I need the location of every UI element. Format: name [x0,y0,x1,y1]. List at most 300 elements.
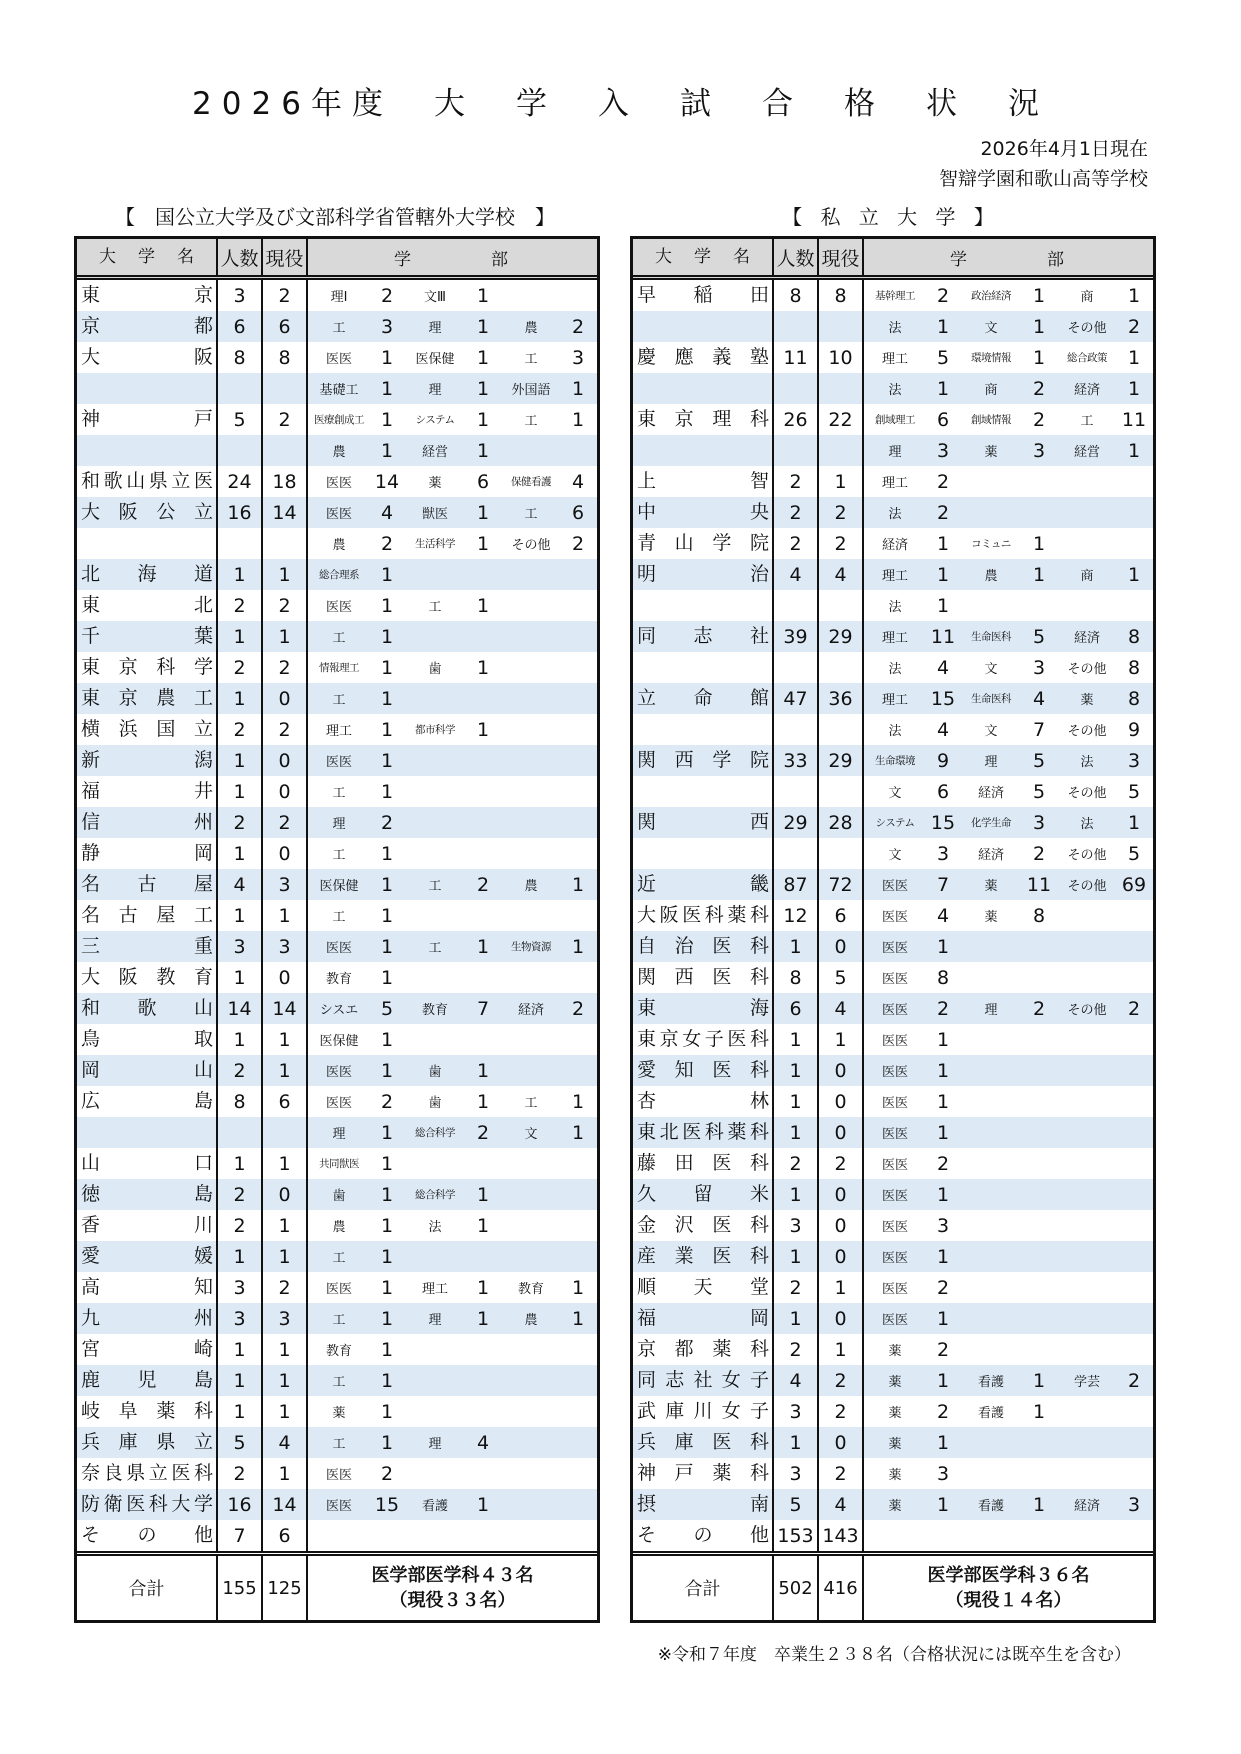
faculty-name: 工 [524,1096,538,1111]
faculty-count [562,745,594,776]
current-student-count: 29 [819,621,864,652]
faculty-name: コミュニ [971,538,1011,550]
faculty-name [1056,1241,1118,1272]
header-count: 人数 [218,239,263,275]
table-row [77,1272,597,1303]
table-row [633,1086,1153,1117]
university-name: 大阪 [77,342,218,373]
faculty-name: その他 [1067,879,1107,894]
faculty-count: 1 [936,1369,950,1392]
current-student-count [819,714,864,745]
faculty-name [500,1427,562,1458]
faculty-name [404,683,466,714]
faculty-name: 経済 [1073,383,1100,398]
faculty-count: 5 [936,346,950,369]
faculty-name: 医保健 [415,352,455,367]
faculty-count: 1 [1032,315,1046,338]
faculty-name: 工 [332,1251,346,1266]
table-header [77,239,597,280]
faculty-name: 生活科学 [415,538,455,550]
faculty-name [500,652,562,683]
current-student-count: 14 [263,1489,308,1520]
faculty-name: 理 [428,383,442,398]
faculty-count [1022,1272,1056,1303]
faculty-name: 薬 [984,910,998,925]
total-count: 502 [774,1556,819,1620]
university-name: 立命館 [633,683,774,714]
faculty-name [404,776,466,807]
current-student-count [819,652,864,683]
faculty-count [370,1520,404,1551]
faculty-name [1056,1148,1118,1179]
table-row [77,590,597,621]
faculty-count [562,1365,594,1396]
faculty-name: 歯 [428,662,442,677]
admitted-count: 1 [218,962,263,993]
national-section-title: 【 国公立大学及び文部科学省管轄外大学校 】 [115,205,555,229]
admitted-count: 1 [218,559,263,590]
faculty-count: 1 [380,1183,394,1206]
current-student-count: 1 [263,1334,308,1365]
faculty-count: 2 [380,532,394,555]
current-student-count: 1 [263,1241,308,1272]
faculty-count [1022,1117,1056,1148]
faculty-name: 理工 [881,631,908,646]
faculty-count: 1 [380,935,394,958]
admitted-count: 1 [774,1055,819,1086]
university-name: 早稲田 [633,280,774,311]
university-name: 京都薬科 [633,1334,774,1365]
faculty-count: 2 [936,1152,950,1175]
admitted-count: 26 [774,404,819,435]
faculty-name [960,1055,1022,1086]
faculty-count: 6 [936,780,950,803]
table-row [633,1272,1153,1303]
admitted-count: 1 [218,621,263,652]
admitted-count [218,528,263,559]
faculty-name: 教育 [325,1344,352,1359]
faculty-name: その他 [1067,662,1107,677]
current-student-count: 3 [263,869,308,900]
university-name: 高知 [77,1272,218,1303]
faculty-count: 1 [1127,284,1141,307]
admitted-count: 1 [774,1427,819,1458]
faculty-name [1056,1272,1118,1303]
faculty-name [864,1520,926,1551]
admitted-count [218,1117,263,1148]
faculty-name: 医医 [881,879,908,894]
faculty-name: その他 [1067,848,1107,863]
admitted-count: 1 [218,900,263,931]
faculty-count: 1 [571,935,585,958]
table-row [633,1303,1153,1334]
faculty-count [1118,1086,1150,1117]
faculty-count: 2 [1032,377,1046,400]
faculty-name [960,1427,1022,1458]
faculty-name: 工 [428,941,442,956]
faculty-count: 2 [1032,408,1046,431]
faculty-count: 1 [380,842,394,865]
table-row [633,1520,1153,1551]
faculty-count: 7 [1032,718,1046,741]
faculty-count [466,1458,500,1489]
faculty-name: 理 [428,321,442,336]
faculty-name: 医医 [881,1189,908,1204]
faculty-count: 1 [380,1152,394,1175]
faculty-name: 薬 [888,1499,902,1514]
current-student-count [819,590,864,621]
university-name [633,652,774,683]
current-student-count: 4 [819,559,864,590]
current-student-count: 1 [263,1024,308,1055]
admitted-count [218,373,263,404]
faculty-count: 1 [476,1183,490,1206]
university-name: 産業医科 [633,1241,774,1272]
current-student-count [819,435,864,466]
table-row [77,1303,597,1334]
faculty-count: 11 [1026,873,1052,896]
current-student-count: 2 [263,280,308,311]
faculty-count: 1 [476,594,490,617]
faculty-name: 保健看護 [511,476,551,488]
faculty-count: 1 [571,1090,585,1113]
header-faculty [864,239,1150,275]
faculty-name: 工 [332,910,346,925]
faculty-count [1022,1303,1056,1334]
admitted-count: 1 [774,1179,819,1210]
faculty-count: 7 [936,873,950,896]
faculty-count [1118,590,1150,621]
faculty-count [562,714,594,745]
university-name: 同志社女子 [633,1365,774,1396]
admitted-count: 1 [218,1241,263,1272]
faculty-count: 3 [936,439,950,462]
faculty-name: 理 [428,1313,442,1328]
faculty-name: 理 [332,1127,346,1142]
faculty-count: 8 [1127,656,1141,679]
faculty-name: 理工 [881,693,908,708]
faculty-name: 歯 [428,1065,442,1080]
private-universities-table [630,236,1156,1623]
university-name [633,435,774,466]
university-name: 同志社 [633,621,774,652]
faculty-count [562,962,594,993]
faculty-count [1022,1179,1056,1210]
faculty-name: 医医 [325,1282,352,1297]
table-row [77,1489,597,1520]
admitted-count: 1 [218,838,263,869]
university-name: 岐阜薬科 [77,1396,218,1427]
faculty-count [1022,1210,1056,1241]
faculty-count: 2 [476,1121,490,1144]
university-name [633,311,774,342]
university-name: 徳島 [77,1179,218,1210]
faculty-name: 農 [524,879,538,894]
admitted-count: 11 [774,342,819,373]
faculty-name [1056,1520,1118,1551]
table-row [633,683,1153,714]
faculty-count [1022,466,1056,497]
faculty-name [404,1334,466,1365]
faculty-count [466,1241,500,1272]
faculty-count: 1 [380,656,394,679]
table-row [633,1210,1153,1241]
table-row [633,838,1153,869]
admitted-count: 1 [774,1241,819,1272]
faculty-count: 1 [936,1431,950,1454]
table-row [77,1241,597,1272]
faculty-count [1118,1427,1150,1458]
faculty-name: 工 [1080,414,1094,429]
admitted-count: 2 [774,1272,819,1303]
university-name: 東京科学 [77,652,218,683]
faculty-count: 1 [936,1245,950,1268]
current-student-count: 28 [819,807,864,838]
current-student-count [263,1117,308,1148]
admitted-count: 8 [218,1086,263,1117]
faculty-count [1118,962,1150,993]
faculty-count: 3 [936,1214,950,1237]
current-student-count: 8 [819,280,864,311]
faculty-count [466,745,500,776]
faculty-name [960,1179,1022,1210]
current-student-count: 4 [819,1489,864,1520]
faculty-count [1022,931,1056,962]
faculty-name: 商 [1080,290,1094,305]
current-student-count: 1 [819,1024,864,1055]
current-student-count: 6 [263,311,308,342]
faculty-count: 1 [1032,1400,1046,1423]
university-name: 宮崎 [77,1334,218,1365]
faculty-count [466,1365,500,1396]
faculty-count: 1 [571,1121,585,1144]
faculty-name: 文 [524,1127,538,1142]
faculty-count [1118,1024,1150,1055]
university-name [633,373,774,404]
admitted-count: 2 [218,1458,263,1489]
faculty-name: 生命医科 [971,693,1011,705]
faculty-count [562,559,594,590]
faculty-name [404,559,466,590]
faculty-count: 2 [936,501,950,524]
faculty-name: 医医 [881,941,908,956]
faculty-count: 1 [380,1400,394,1423]
faculty-name [404,1241,466,1272]
faculty-name: 工 [332,786,346,801]
faculty-name: 外国語 [511,383,551,398]
current-student-count: 1 [819,1334,864,1365]
faculty-count [1118,900,1150,931]
university-name: 藤田医科 [633,1148,774,1179]
faculty-name: 文 [984,662,998,677]
admitted-count: 4 [774,559,819,590]
faculty-count: 1 [936,935,950,958]
admitted-count: 4 [774,1365,819,1396]
faculty-count: 1 [936,563,950,586]
faculty-name: 商 [1080,569,1094,584]
faculty-count: 1 [380,439,394,462]
admitted-count: 2 [218,807,263,838]
university-name: 名古屋工 [77,900,218,931]
faculty-name: 生命環境 [875,755,915,767]
faculty-count: 4 [936,656,950,679]
faculty-count: 1 [936,1493,950,1516]
faculty-name [1056,1179,1118,1210]
faculty-name: 経営 [421,445,448,460]
faculty-count: 1 [1127,811,1141,834]
current-student-count: 1 [263,1148,308,1179]
table-row [633,497,1153,528]
total-row [633,1551,1153,1620]
faculty-count: 1 [571,377,585,400]
university-name: 神戸薬科 [633,1458,774,1489]
faculty-name [500,745,562,776]
faculty-name: 工 [332,631,346,646]
faculty-name [500,1241,562,1272]
faculty-count [562,590,594,621]
current-student-count: 4 [819,993,864,1024]
faculty-count: 1 [380,1276,394,1299]
medical-school-current-count: （現役３３名） [389,1590,516,1611]
faculty-count: 1 [1127,563,1141,586]
faculty-count: 1 [936,1121,950,1144]
faculty-count: 5 [1032,625,1046,648]
faculty-name: 経済 [517,1003,544,1018]
faculty-name: 総合科学 [415,1189,455,1201]
faculty-name: その他 [511,538,551,553]
table-row [77,776,597,807]
faculty-name [500,559,562,590]
admitted-count: 24 [218,466,263,497]
faculty-name [960,1024,1022,1055]
faculty-name: 薬 [888,1375,902,1390]
faculty-count: 1 [571,1276,585,1299]
table-row [77,962,597,993]
university-name: 東京理科 [633,404,774,435]
faculty-count [562,807,594,838]
faculty-name [404,1458,466,1489]
faculty-count [466,621,500,652]
university-name: 信州 [77,807,218,838]
table-row [633,962,1153,993]
current-student-count: 1 [263,1365,308,1396]
faculty-count: 1 [936,315,950,338]
faculty-name [500,1024,562,1055]
faculty-count [1022,1055,1056,1086]
faculty-name: 理工 [881,569,908,584]
page-title: 2026年度 大 学 入 試 合 格 状 況 [192,86,1049,122]
table-row [633,1148,1153,1179]
faculty-name [404,1024,466,1055]
current-student-count: 0 [263,683,308,714]
faculty-count: 8 [936,966,950,989]
university-name: 東北 [77,590,218,621]
table-row [77,807,597,838]
current-student-count: 2 [263,714,308,745]
header-university-name: 大学名 [77,239,218,275]
table-row [633,1179,1153,1210]
faculty-name: 都市科学 [415,724,455,736]
current-student-count: 0 [263,776,308,807]
admitted-count: 16 [218,497,263,528]
faculty-name [1056,466,1118,497]
table-row [633,466,1153,497]
table-row [77,714,597,745]
table-row [633,1489,1153,1520]
faculty-name [404,838,466,869]
faculty-count: 1 [936,377,950,400]
faculty-count: 4 [1032,687,1046,710]
faculty-name [500,1520,562,1551]
table-row [77,497,597,528]
university-name: 静岡 [77,838,218,869]
faculty-count: 2 [380,1090,394,1113]
faculty-name: 医医 [325,755,352,770]
faculty-name: 工 [524,507,538,522]
faculty-name: 総合理系 [319,569,359,581]
faculty-count: 2 [380,1462,394,1485]
faculty-count [1022,1241,1056,1272]
faculty-name [404,962,466,993]
faculty-count: 1 [476,501,490,524]
faculty-name [500,435,562,466]
faculty-name: 薬 [888,1406,902,1421]
faculty-count: 2 [476,873,490,896]
table-row [633,311,1153,342]
faculty-count [466,1396,500,1427]
faculty-count: 1 [1032,1369,1046,1392]
header-faculty-char: 学 [394,249,411,270]
faculty-name [1056,1303,1118,1334]
faculty-count: 1 [380,408,394,431]
faculty-name [500,838,562,869]
current-student-count: 0 [819,1055,864,1086]
faculty-count: 1 [476,935,490,958]
faculty-count: 6 [571,501,585,524]
table-row [77,528,597,559]
faculty-name: 工 [524,352,538,367]
table-row [77,1024,597,1055]
faculty-count: 15 [930,811,956,834]
faculty-count: 1 [380,966,394,989]
table-row [77,652,597,683]
admitted-count: 3 [774,1210,819,1241]
admitted-count: 2 [774,466,819,497]
faculty-name [1056,1024,1118,1055]
faculty-count: 1 [476,1214,490,1237]
faculty-name: 創域理工 [875,414,915,426]
faculty-count [562,621,594,652]
table-row [77,1117,597,1148]
current-student-count: 3 [263,1303,308,1334]
faculty-name [960,1334,1022,1365]
faculty-name [404,621,466,652]
current-student-count: 2 [263,590,308,621]
admitted-count [774,373,819,404]
faculty-count: 3 [1032,811,1046,834]
faculty-count [1118,1303,1150,1334]
faculty-count: 1 [380,749,394,772]
university-name: 兵庫県立 [77,1427,218,1458]
faculty-name [960,1086,1022,1117]
faculty-name: 情報理工 [319,662,359,674]
faculty-name: その他 [1067,1003,1107,1018]
current-student-count [263,528,308,559]
university-name: 神戸 [77,404,218,435]
current-student-count [263,373,308,404]
medical-school-current-count: （現役１４名） [945,1590,1072,1611]
faculty-count [466,776,500,807]
